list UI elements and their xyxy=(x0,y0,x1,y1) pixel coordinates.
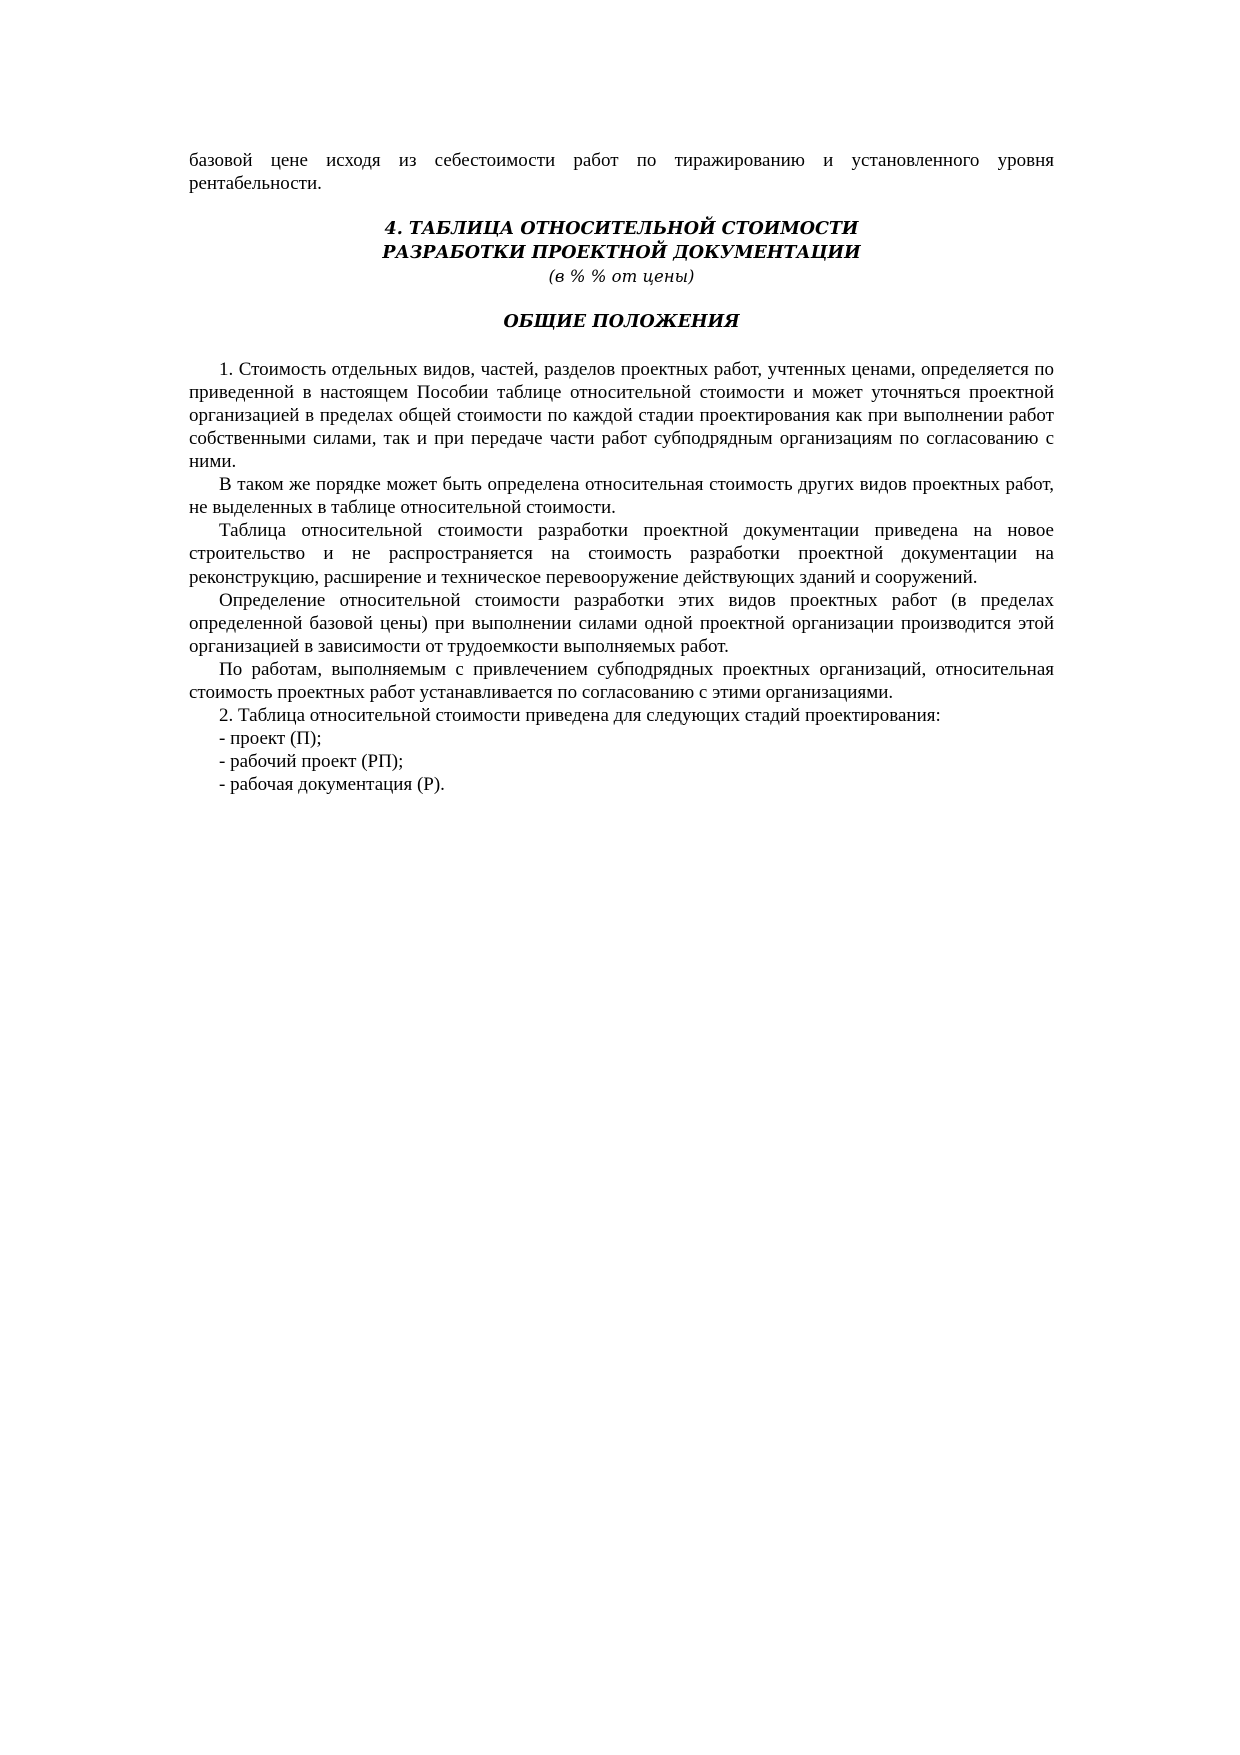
stage-list-item: - проект (П); xyxy=(219,728,322,750)
table-title-line-1: 4. ТАБЛИЦА ОТНОСИТЕЛЬНОЙ СТОИМОСТИ xyxy=(384,219,859,240)
paragraph: Определение относительной стоимости разработки этих видов проектных работ (в пределах определенной базовой цены) при выполнении силами одной проектной организации производится этой организацией в зависимости от трудоемкости выполняемых работ. xyxy=(189,589,1054,657)
paragraph: Таблица относительной стоимости разработки проектной документации приведена на новое строительство и не распространяется на стоимость разработки проектной документации на реконструкцию, расширение и техническое перевооружение действующих зданий и сооружений. xyxy=(189,520,1054,588)
stage-list-item: - рабочий проект (РП); xyxy=(219,751,404,773)
paragraph: В таком же порядке может быть определена относительная стоимость других видов проектных работ, не выделенных в таблице относительной стоимости. xyxy=(189,474,1054,519)
table-title-line-2: РАЗРАБОТКИ ПРОЕКТНОЙ ДОКУМЕНТАЦИИ xyxy=(382,242,861,263)
intro-paragraph: базовой цене исходя из себестоимости работ по тиражированию и установленного уровня рентабельности. xyxy=(189,150,1054,195)
document-page xyxy=(189,149,1054,796)
section-body xyxy=(189,358,1054,797)
paragraph: 1. Стоимость отдельных видов, частей, разделов проектных работ, учтенных ценами, определяется по приведенной в настоящем Пособии таблице относительной стоимости и может уточняться проектной организацией в пределах общей стоимости по каждой стадии проектирования как при выполнении работ собственными силами, так и при передаче части работ субподрядным организациям по согласованию с ними. xyxy=(189,358,1054,473)
stage-list-item: - рабочая документация (Р). xyxy=(219,774,445,796)
table-title-note: (в % % от цены) xyxy=(548,267,695,287)
section-heading: ОБЩИЕ ПОЛОЖЕНИЯ xyxy=(503,312,740,333)
paragraph: По работам, выполняемым с привлечением субподрядных проектных организаций, относительная стоимость проектных работ устанавливается по согласованию с этими организациями. xyxy=(189,658,1054,703)
paragraph: 2. Таблица относительной стоимости приведена для следующих стадий проектирования: xyxy=(219,705,941,727)
